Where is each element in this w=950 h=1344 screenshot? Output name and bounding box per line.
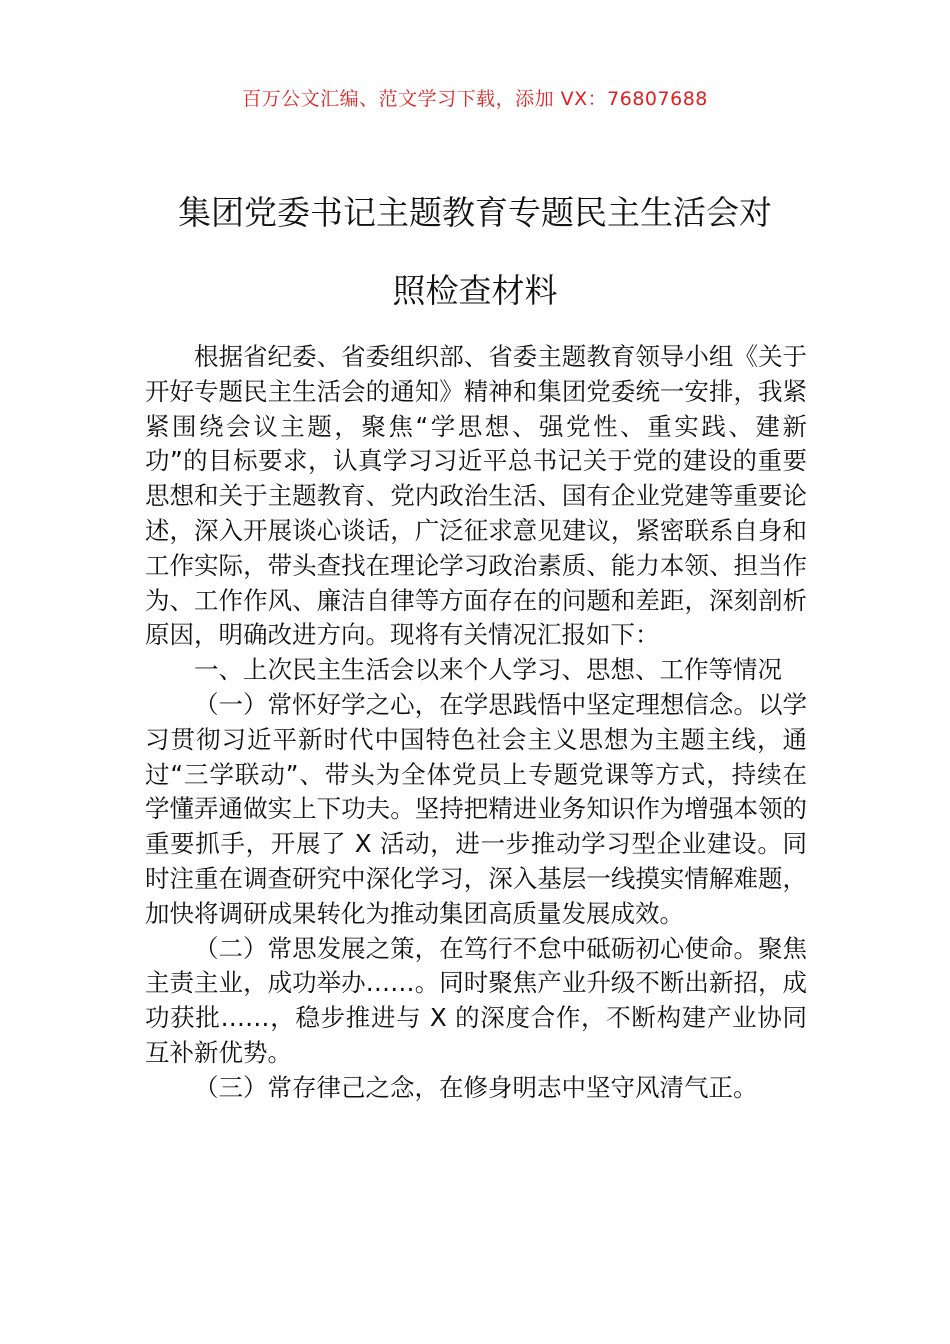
paragraph-subsection-2: （二）常思发展之策，在笃行不怠中砥砺初心使命。聚焦主责主业，成功举办……。同时聚焦产业升级不断出新招，成功获批……，稳步推进与 X 的深度合作，不断构建产业协同互补新优势。: [145, 933, 807, 1067]
header-watermark-note: 百万公文汇编、范文学习下载，添加 VX：76807688: [242, 88, 708, 110]
paragraph-intro: 根据省纪委、省委组织部、省委主题教育领导小组《关于开好专题民主生活会的通知》精神和集团党委统一安排，我紧紧围绕会议主题，聚焦“学思想、强党性、重实践、建新功”的目标要求，认真学习习近平总书记关于党的建设的重要思想和关于主题教育、党内政治生活、国有企业党建等重要论述，深入开展谈心谈话，广泛征求意见建议，紧密联系自身和工作实际，带头查找在理论学习政治素质、能力本领、担当作为、工作作风、廉洁自律等方面存在的问题和差距，深刻剖析原因，明确改进方向。现将有关情况汇报如下：: [145, 342, 807, 650]
paragraph-subsection-3: （三）常存律己之念，在修身明志中坚守风清气正。: [194, 1072, 758, 1102]
title-line-2: 照检查材料: [392, 271, 558, 310]
document-title: [145, 174, 805, 330]
title-line-1: 集团党委书记主题教育专题民主生活会对: [178, 193, 772, 232]
document-body: [145, 340, 807, 1106]
section-heading-1: 一、上次民主生活会以来个人学习、思想、工作等情况: [194, 655, 782, 685]
paragraph-subsection-1: （一）常怀好学之心，在学思践悟中坚定理想信念。以学习贯彻习近平新时代中国特色社会主义思想为主题主线，通过“三学联动”、带头为全体党员上专题党课等方式，持续在学懂弄通做实上下功夫。坚持把精进业务知识作为增强本领的重要抓手，开展了 X 活动，进一步推动学习型企业建设。同时注重在调查研究中深化学习，深入基层一线摸实情解难题，加快将调研成果转化为推动集团高质量发展成效。: [145, 689, 807, 928]
